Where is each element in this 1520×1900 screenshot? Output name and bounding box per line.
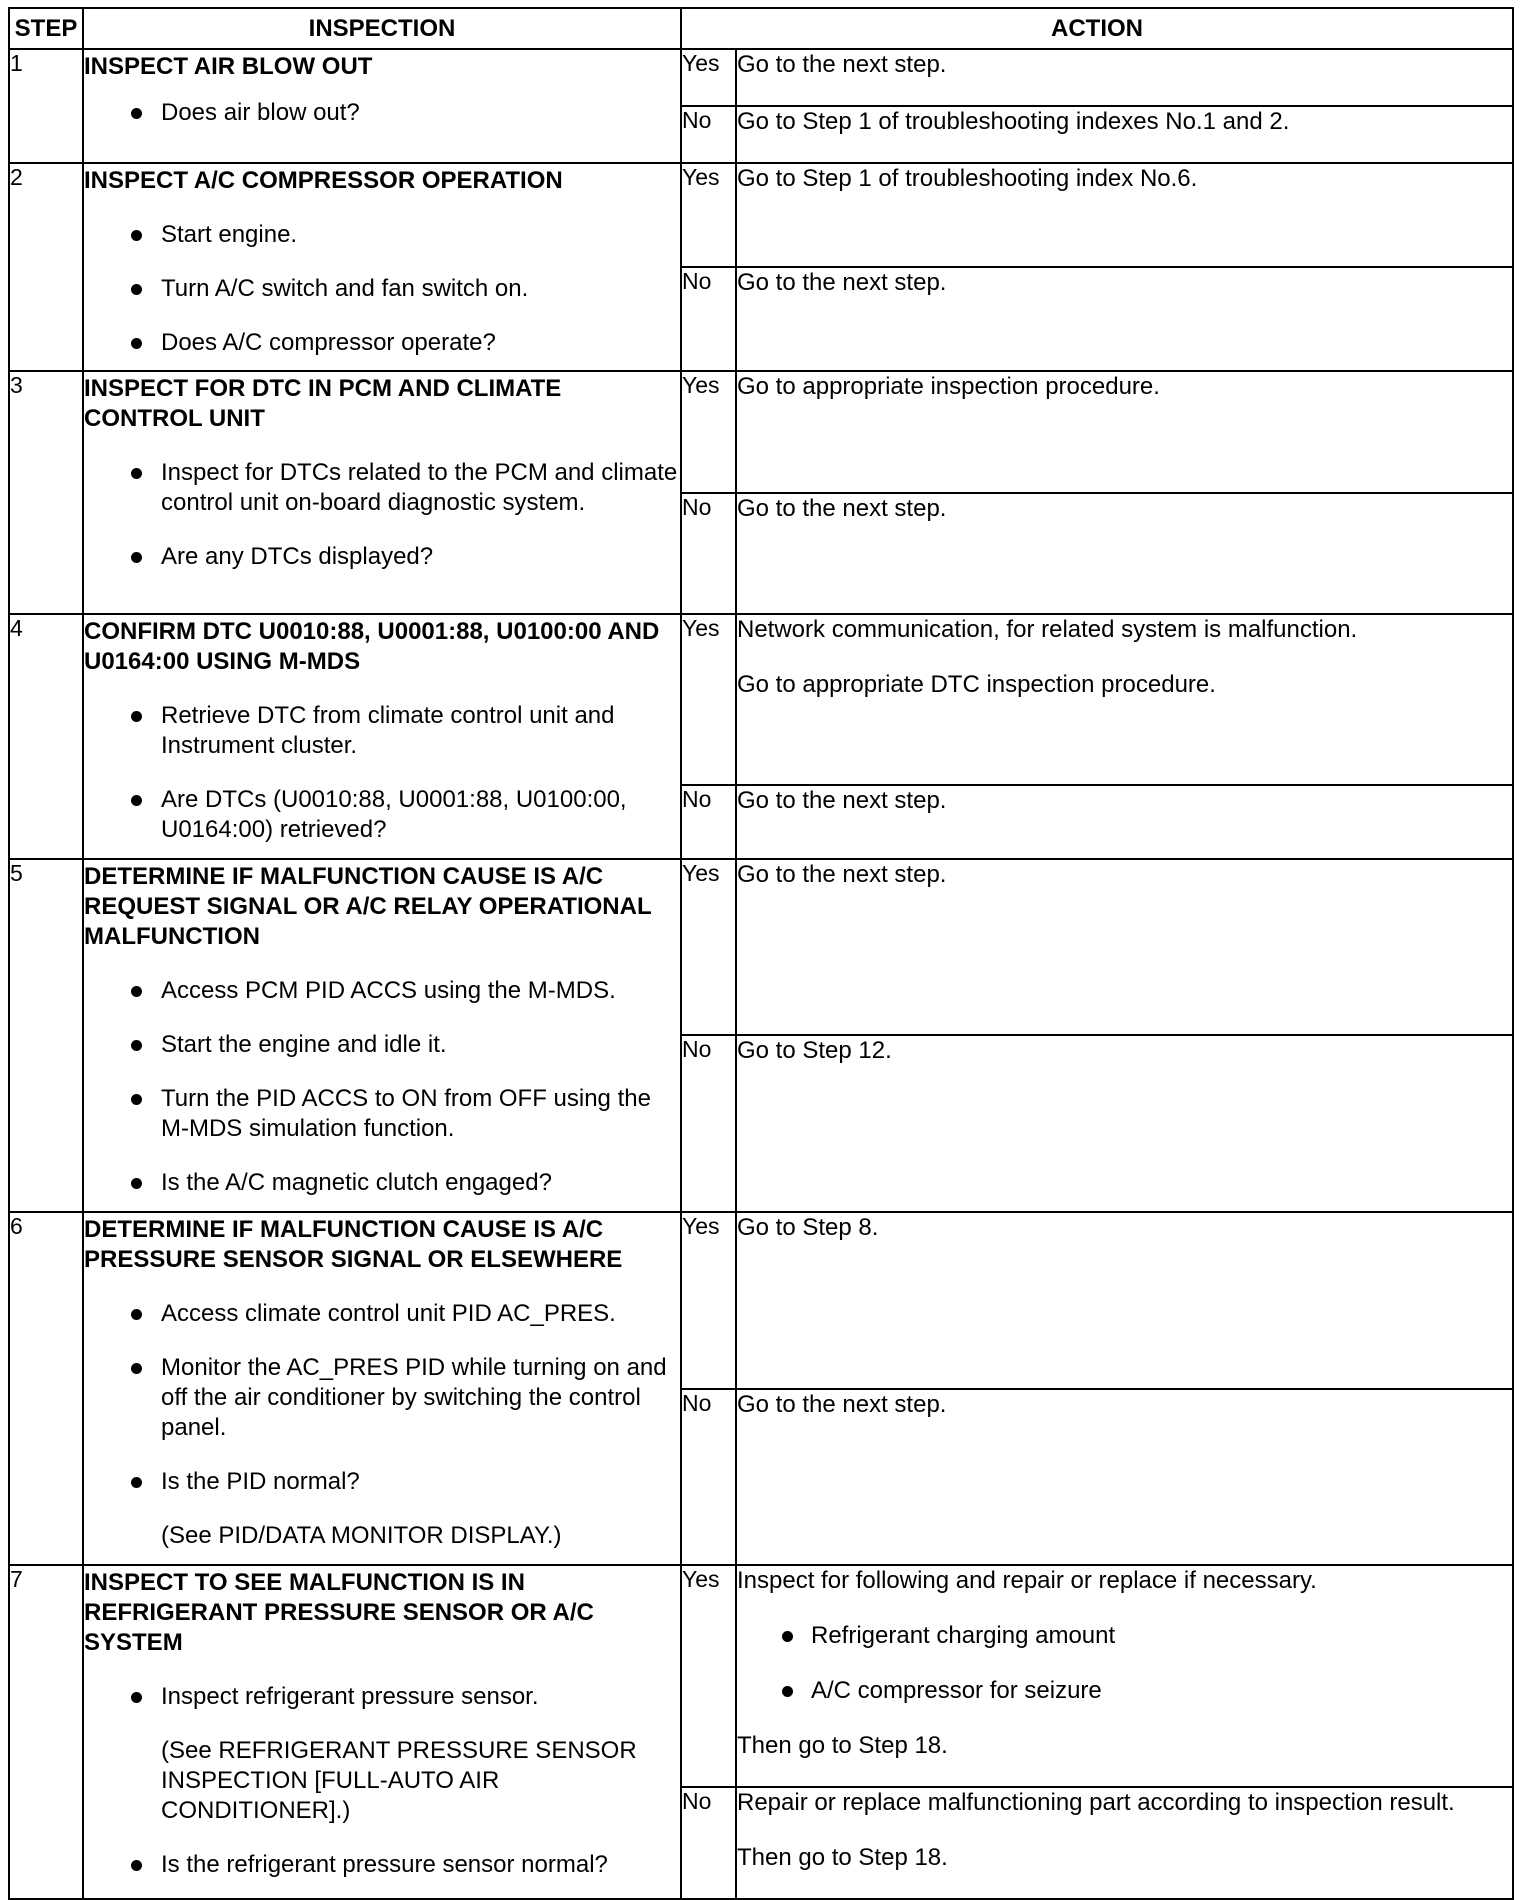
no-label: No bbox=[681, 267, 736, 371]
step-number: 4 bbox=[9, 614, 83, 859]
yes-action bbox=[736, 1212, 1513, 1389]
inspection-item: Start the engine and idle it. bbox=[84, 1030, 680, 1060]
inspection-cell bbox=[83, 49, 681, 163]
step-1-yes-row bbox=[9, 49, 1513, 106]
inspection-item: Does A/C compressor operate? bbox=[84, 328, 680, 358]
action-text: Go to Step 1 of troubleshooting indexes No.1 and 2. bbox=[737, 108, 1290, 135]
action-text: Go to the next step. bbox=[737, 495, 947, 522]
inspection-cell bbox=[83, 1212, 681, 1565]
step-number: 5 bbox=[9, 859, 83, 1212]
inspection-item: Is the A/C magnetic clutch engaged? bbox=[84, 1168, 680, 1198]
inspection-cell bbox=[83, 614, 681, 859]
action-text: Go to the next step. bbox=[737, 51, 947, 78]
inspection-item: Monitor the AC_PRES PID while turning on and off the air conditioner by switching the control panel. bbox=[84, 1353, 680, 1443]
action-text: Go to appropriate DTC inspection procedure. bbox=[737, 671, 1216, 698]
header-row bbox=[9, 8, 1513, 49]
inspection-item: Does air blow out? bbox=[84, 98, 680, 128]
yes-label: Yes bbox=[681, 371, 736, 493]
no-label: No bbox=[681, 493, 736, 614]
yes-label: Yes bbox=[681, 859, 736, 1035]
step-2-yes-row bbox=[9, 163, 1513, 267]
yes-action bbox=[736, 614, 1513, 785]
inspection-item: Turn the PID ACCS to ON from OFF using the M-MDS simulation function. bbox=[84, 1084, 680, 1144]
step-number: 3 bbox=[9, 371, 83, 614]
no-action bbox=[736, 1035, 1513, 1212]
inspection-title: CONFIRM DTC U0010:88, U0001:88, U0100:00 AND U0164:00 USING M-MDS bbox=[84, 618, 660, 675]
step-5-yes-row bbox=[9, 859, 1513, 1035]
inspection-cell bbox=[83, 1565, 681, 1899]
inspection-title: DETERMINE IF MALFUNCTION CAUSE IS A/C REQUEST SIGNAL OR A/C RELAY OPERATIONAL MALFUNCTION bbox=[84, 863, 652, 950]
step-number: 7 bbox=[9, 1565, 83, 1899]
no-label: No bbox=[681, 1787, 736, 1899]
yes-label: Yes bbox=[681, 614, 736, 785]
inspection-item: Access PCM PID ACCS using the M-MDS. bbox=[84, 976, 680, 1006]
no-action bbox=[736, 1389, 1513, 1565]
no-label: No bbox=[681, 1389, 736, 1565]
inspection-item: Turn A/C switch and fan switch on. bbox=[84, 274, 680, 304]
yes-label: Yes bbox=[681, 1212, 736, 1389]
step-7-yes-row bbox=[9, 1565, 1513, 1787]
inspection-item: Are DTCs (U0010:88, U0001:88, U0100:00, U0164:00) retrieved? bbox=[84, 785, 680, 845]
no-action bbox=[736, 106, 1513, 163]
inspection-item: Inspect for DTCs related to the PCM and climate control unit on-board diagnostic system. bbox=[84, 458, 680, 518]
yes-label: Yes bbox=[681, 1565, 736, 1787]
step-6-yes-row bbox=[9, 1212, 1513, 1389]
header-action: ACTION bbox=[681, 8, 1513, 49]
inspection-title: DETERMINE IF MALFUNCTION CAUSE IS A/C PRESSURE SENSOR SIGNAL OR ELSEWHERE bbox=[84, 1216, 623, 1273]
inspection-cell bbox=[83, 859, 681, 1212]
yes-label: Yes bbox=[681, 163, 736, 267]
yes-action bbox=[736, 1565, 1513, 1787]
step-number: 2 bbox=[9, 163, 83, 371]
action-text: Go to Step 1 of troubleshooting index No.6. bbox=[737, 165, 1198, 192]
inspection-title: INSPECT TO SEE MALFUNCTION IS IN REFRIGERANT PRESSURE SENSOR OR A/C SYSTEM bbox=[84, 1569, 594, 1656]
inspection-cell bbox=[83, 371, 681, 614]
yes-label: Yes bbox=[681, 49, 736, 106]
no-action bbox=[736, 493, 1513, 614]
yes-action bbox=[736, 859, 1513, 1035]
no-label: No bbox=[681, 785, 736, 859]
action-text: Go to Step 12. bbox=[737, 1037, 892, 1064]
step-3-yes-row bbox=[9, 371, 1513, 493]
step-4-yes-row bbox=[9, 614, 1513, 785]
action-text: Go to appropriate inspection procedure. bbox=[737, 373, 1160, 400]
inspection-cell bbox=[83, 163, 681, 371]
yes-action bbox=[736, 163, 1513, 267]
inspection-note: (See REFRIGERANT PRESSURE SENSOR INSPECTION [FULL-AUTO AIR CONDITIONER].) bbox=[161, 1737, 637, 1824]
no-action bbox=[736, 785, 1513, 859]
inspection-title: INSPECT A/C COMPRESSOR OPERATION bbox=[84, 167, 563, 194]
inspection-item: Are any DTCs displayed? bbox=[84, 542, 680, 572]
inspection-item: Is the refrigerant pressure sensor normal? bbox=[84, 1850, 680, 1880]
troubleshooting-table bbox=[8, 7, 1514, 1900]
inspection-item: Retrieve DTC from climate control unit and Instrument cluster. bbox=[84, 701, 680, 761]
no-label: No bbox=[681, 1035, 736, 1212]
action-text: Network communication, for related system is malfunction. bbox=[737, 616, 1358, 643]
header-step: STEP bbox=[9, 8, 83, 49]
inspection-item: Inspect refrigerant pressure sensor. bbox=[84, 1682, 680, 1712]
header-inspection: INSPECTION bbox=[83, 8, 681, 49]
inspection-title: INSPECT AIR BLOW OUT bbox=[84, 53, 373, 80]
action-item: Refrigerant charging amount bbox=[737, 1621, 1512, 1651]
action-item: A/C compressor for seizure bbox=[737, 1676, 1512, 1706]
action-text: Go to the next step. bbox=[737, 269, 947, 296]
inspection-item: Start engine. bbox=[84, 220, 680, 250]
inspection-note: (See PID/DATA MONITOR DISPLAY.) bbox=[161, 1522, 562, 1549]
action-text: Repair or replace malfunctioning part according to inspection result. bbox=[737, 1789, 1455, 1816]
action-text: Go to Step 8. bbox=[737, 1214, 879, 1241]
step-number: 6 bbox=[9, 1212, 83, 1565]
action-text: Go to the next step. bbox=[737, 1391, 947, 1418]
inspection-item: Access climate control unit PID AC_PRES. bbox=[84, 1299, 680, 1329]
no-action bbox=[736, 267, 1513, 371]
action-text: Inspect for following and repair or replace if necessary. bbox=[737, 1567, 1317, 1594]
yes-action bbox=[736, 371, 1513, 493]
action-text: Then go to Step 18. bbox=[737, 1844, 948, 1871]
action-text: Go to the next step. bbox=[737, 861, 947, 888]
action-text: Go to the next step. bbox=[737, 787, 947, 814]
inspection-item: Is the PID normal? bbox=[84, 1467, 680, 1497]
inspection-title: INSPECT FOR DTC IN PCM AND CLIMATE CONTROL UNIT bbox=[84, 375, 562, 432]
yes-action bbox=[736, 49, 1513, 106]
action-text: Then go to Step 18. bbox=[737, 1732, 948, 1759]
step-number: 1 bbox=[9, 49, 83, 163]
no-label: No bbox=[681, 106, 736, 163]
no-action bbox=[736, 1787, 1513, 1899]
